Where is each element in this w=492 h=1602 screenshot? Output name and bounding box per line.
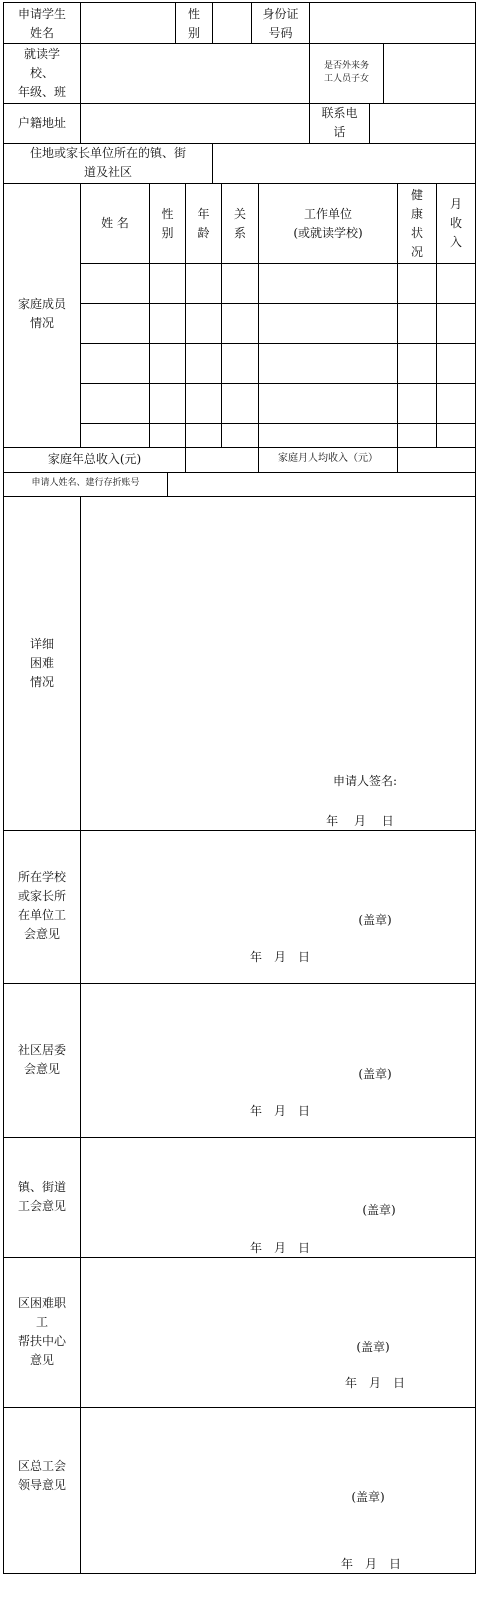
family-member-row[interactable] — [81, 304, 475, 343]
family-member-row[interactable] — [81, 384, 475, 423]
seal-label: (盖章) — [356, 1340, 390, 1354]
bank-account-label: 申请人姓名、建行存折账号 — [31, 478, 140, 488]
school-union-opinion-label: 所在学校 或家长所 在单位工 会意见 — [17, 870, 66, 941]
family-section-label: 家庭成员 情况 — [17, 297, 66, 330]
bank-account-field[interactable] — [168, 473, 475, 496]
family-header-age: 年 龄 — [197, 207, 210, 240]
gender-field[interactable] — [213, 3, 251, 43]
family-header-income: 月 收 入 — [449, 197, 462, 249]
annual-income-field[interactable] — [186, 448, 258, 472]
hardship-date: 年 月 日 — [326, 814, 394, 828]
town-union-opinion-label: 镇、街道 工会意见 — [17, 1180, 66, 1213]
district-union-opinion-label: 区总工会 领导意见 — [17, 1459, 66, 1492]
opinion-date: 年 月 日 — [340, 1557, 401, 1571]
family-member-row[interactable] — [81, 344, 475, 383]
phone-label: 联系电 话 — [321, 106, 358, 139]
town-label: 住地或家长单位所在的镇、街 道及社区 — [29, 146, 186, 179]
annual-income-label: 家庭年总收入(元) — [47, 452, 142, 466]
per-capita-income-label: 家庭月人均收入（元） — [278, 453, 378, 464]
seal-label: (盖章) — [351, 1490, 385, 1504]
family-header-name: 姓 名 — [101, 216, 129, 230]
household-field[interactable] — [81, 104, 309, 143]
community-opinion-label: 社区居委 会意见 — [17, 1043, 66, 1076]
family-header-work: 工作单位 (或就读学校) — [293, 207, 363, 240]
family-member-row[interactable] — [81, 264, 475, 303]
school-field[interactable] — [81, 44, 309, 103]
family-header-relation: 关 系 — [233, 207, 246, 240]
family-member-row[interactable] — [81, 424, 475, 447]
applicant-signature-label: 申请人签名: — [332, 774, 398, 788]
id-number-field[interactable] — [310, 3, 475, 43]
district-union-opinion-field[interactable] — [81, 1408, 475, 1573]
migrant-field[interactable] — [384, 44, 475, 103]
opinion-date: 年 月 日 — [249, 950, 310, 964]
migrant-label: 是否外来务 工人员子女 — [323, 61, 369, 84]
seal-label: (盖章) — [358, 1067, 392, 1081]
town-field[interactable] — [213, 144, 475, 183]
v-line — [475, 2, 476, 1574]
per-capita-income-field[interactable] — [398, 448, 475, 472]
seal-label: (盖章) — [358, 913, 392, 927]
opinion-date: 年 月 日 — [249, 1104, 310, 1118]
opinion-date: 年 月 日 — [344, 1376, 405, 1390]
applicant-name-label: 申请学生 姓名 — [17, 7, 66, 40]
school-label: 就读学 校、 年级、班 — [17, 47, 66, 99]
family-header-gender: 性 别 — [161, 207, 174, 240]
household-label: 户籍地址 — [17, 116, 66, 130]
assistance-center-opinion-label: 区困难职 工 帮扶中心 意见 — [17, 1296, 66, 1367]
id-number-label: 身份证 号码 — [262, 7, 299, 40]
applicant-name-field[interactable] — [81, 3, 175, 43]
seal-label: (盖章) — [362, 1203, 396, 1217]
hardship-label: 详细 困难 情况 — [29, 637, 54, 689]
opinion-date: 年 月 日 — [249, 1241, 310, 1255]
h-line — [3, 183, 476, 184]
gender-label: 性 别 — [187, 7, 200, 40]
phone-field[interactable] — [370, 104, 475, 143]
family-header-health: 健 康 状 况 — [410, 188, 423, 259]
